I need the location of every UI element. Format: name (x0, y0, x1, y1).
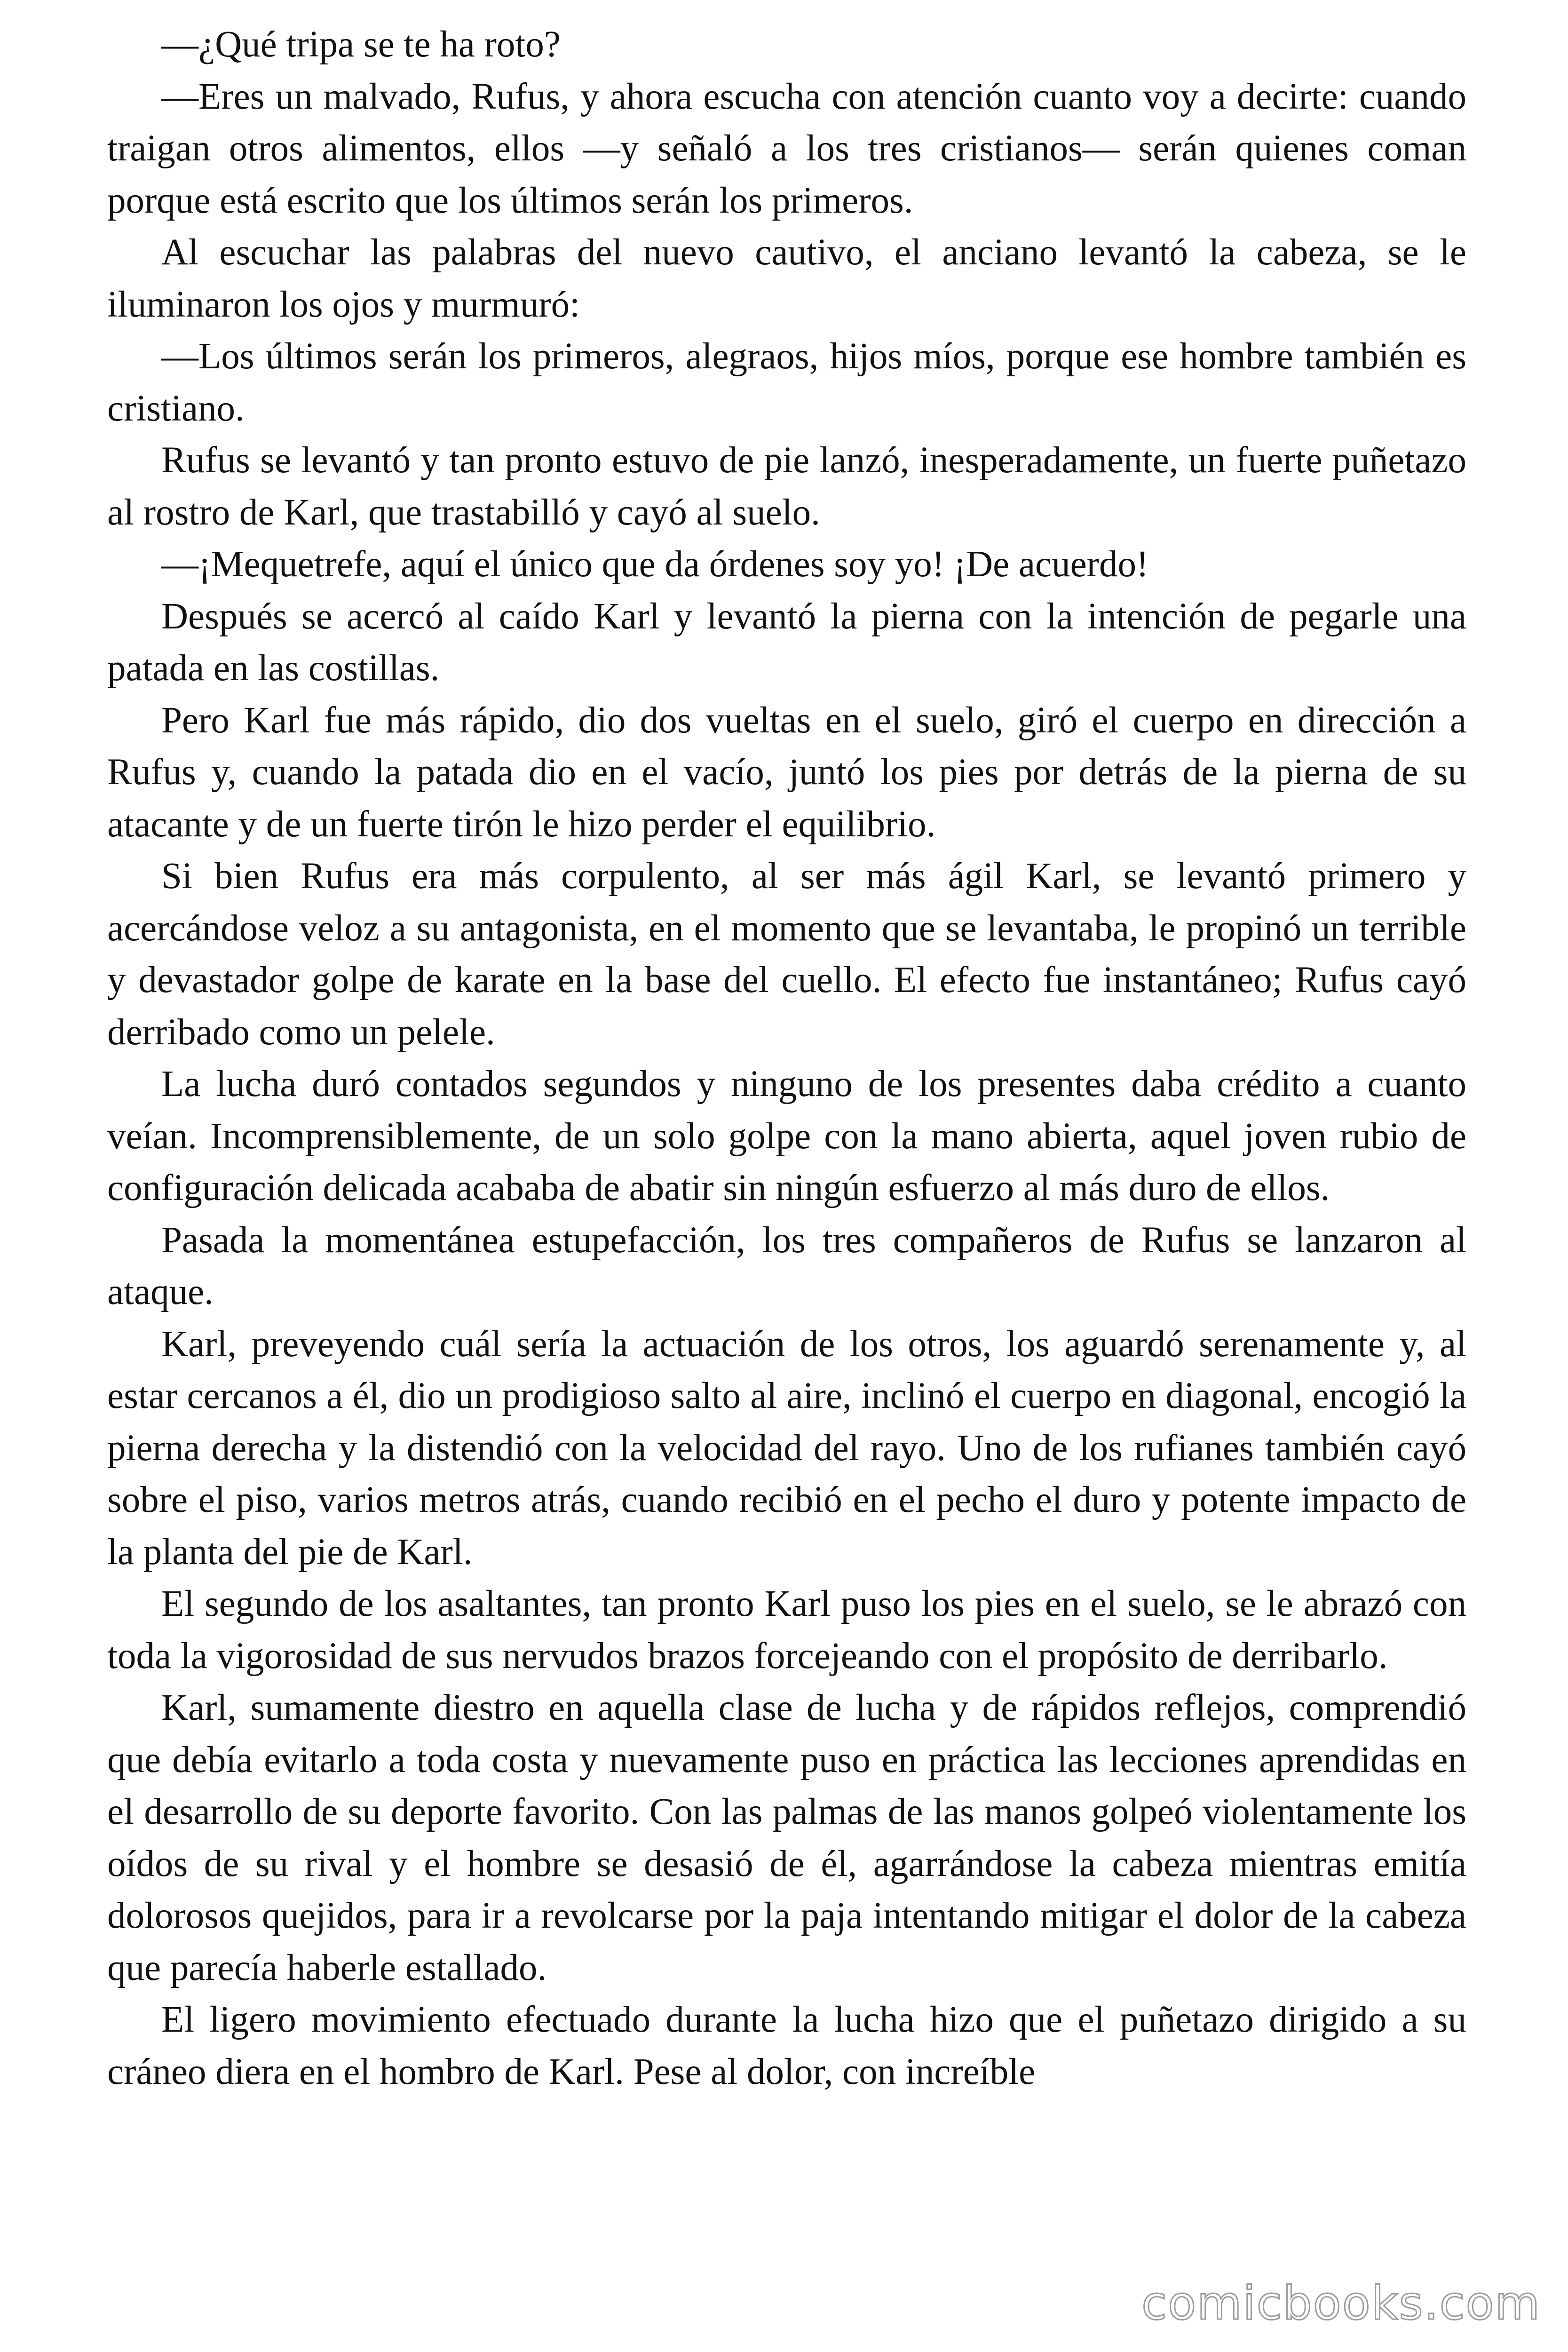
paragraph-13: El segundo de los asaltantes, tan pronto Karl puso los pies en el suelo, se le abrazó con toda la vigorosidad de sus nervudos brazos forcejeando con el propósito de derribarlo. (107, 1583, 1466, 1677)
paragraph-8: Pero Karl fue más rápido, dio dos vueltas en el suelo, giró el cuerpo en dirección a Rufus y, cuando la patada dio en el vacío, juntó los pies por detrás de la pierna de su atacante y de un fuerte tirón le hizo perder el equilibrio. (107, 699, 1466, 845)
paragraph-1: —¿Qué tripa se te ha roto? (161, 24, 561, 65)
body-text (107, 19, 1466, 2098)
paragraph-2: —Eres un malvado, Rufus, y ahora escucha con atención cuanto voy a decirte: cuando traigan otros alimentos, ellos —y señaló a los tres cristianos— serán quienes coman porque está escrito que los últimos serán los primeros. (107, 76, 1466, 221)
paragraph-12: Karl, preveyendo cuál sería la actuación de los otros, los aguardó serenamente y, al estar cercanos a él, dio un prodigioso salto al aire, inclinó el cuerpo en diagonal, encogió la pierna derecha y la distendió con la velocidad del rayo. Uno de los rufianes también cayó sobre el piso, varios metros atrás, cuando recibió en el pecho el duro y potente impacto de la planta del pie de Karl. (107, 1323, 1466, 1573)
paragraph-9: Si bien Rufus era más corpulento, al ser más ágil Karl, se levantó primero y acercándose veloz a su antagonista, en el momento que se levantaba, le propinó un terrible y devastador golpe de karate en la base del cuello. El efecto fue instantáneo; Rufus cayó derribado como un pelele. (107, 856, 1466, 1053)
paragraph-3: Al escuchar las palabras del nuevo cautivo, el anciano levantó la cabeza, se le iluminaron los ojos y murmuró: (107, 232, 1466, 325)
paragraph-10: La lucha duró contados segundos y ninguno de los presentes daba crédito a cuanto veían. Incomprensiblemente, de un solo golpe con la mano abierta, aquel joven rubio de configuración delicada acababa de abatir sin ningún esfuerzo al más duro de ellos. (107, 1064, 1466, 1208)
paragraph-4: —Los últimos serán los primeros, alegraos, hijos míos, porque ese hombre también es cristiano. (107, 336, 1466, 429)
paragraph-6: —¡Mequetrefe, aquí el único que da órdenes soy yo! ¡De acuerdo! (161, 544, 1149, 585)
paragraph-7: Después se acercó al caído Karl y levantó la pierna con la intención de pegarle una patada en las costillas. (107, 596, 1466, 689)
paragraph-15: El ligero movimiento efectuado durante la lucha hizo que el puñetazo dirigido a su cráneo diera en el hombro de Karl. Pese al dolor, con increíble (107, 1999, 1466, 2092)
paragraph-14: Karl, sumamente diestro en aquella clase de lucha y de rápidos reflejos, comprendió que debía evitarlo a toda costa y nuevamente puso en práctica las lecciones aprendidas en el desarrollo de su deporte favorito. Con las palmas de las manos golpeó violentamente los oídos de su rival y el hombre se desasió de él, agarrándose la cabeza mientras emitía dolorosos quejidos, para ir a revolcarse por la paja intentando mitigar el dolor de la cabeza que parecía haberle estallado. (107, 1687, 1466, 1988)
paragraph-11: Pasada la momentánea estupefacción, los tres compañeros de Rufus se lanzaron al ataque. (107, 1219, 1466, 1312)
paragraph-5: Rufus se levantó y tan pronto estuvo de pie lanzó, inesperadamente, un fuerte puñetazo al rostro de Karl, que trastabilló y cayó al suelo. (107, 440, 1466, 533)
watermark-text: comicbooks.com (1141, 2277, 1541, 2330)
